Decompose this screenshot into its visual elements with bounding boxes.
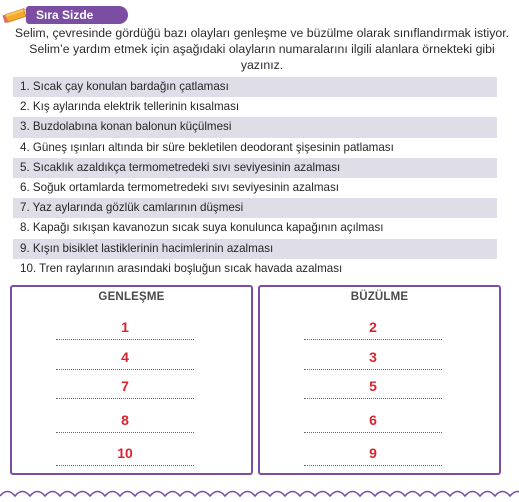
answer-number: 5 [369, 378, 377, 394]
answer-slot[interactable] [56, 445, 194, 473]
expansion-title: GENLEŞME [98, 291, 165, 303]
event-item: 4. Güneş ışınları altında bir süre bekletilen deodorant şişesinin patlaması [13, 138, 497, 158]
answer-number: 4 [121, 349, 129, 365]
answer-slot[interactable] [56, 412, 194, 440]
events-list [13, 77, 497, 279]
answer-slot[interactable] [304, 412, 442, 440]
dotted-line [304, 398, 442, 399]
answer-slot[interactable] [56, 319, 194, 347]
event-item: 10. Tren raylarının arasındaki boşluğun sıcak havada azalması [13, 259, 497, 279]
dotted-line [56, 339, 194, 340]
answer-slot[interactable] [304, 349, 442, 377]
dotted-line [304, 465, 442, 466]
scalloped-border [0, 488, 519, 502]
dotted-line [56, 369, 194, 370]
answer-number: 1 [121, 319, 129, 335]
answer-number: 8 [121, 412, 129, 428]
event-item: 8. Kapağı sıkışan kavanozun sıcak suya konulunca kapağının açılması [13, 218, 497, 238]
event-item: 7. Yaz aylarında gözlük camlarının düşmesi [13, 198, 497, 218]
answer-slot[interactable] [304, 445, 442, 473]
dotted-line [56, 398, 194, 399]
scallop-line [0, 492, 519, 497]
dotted-line [56, 432, 194, 433]
contraction-title: BÜZÜLME [350, 291, 409, 303]
answer-slot[interactable] [304, 319, 442, 347]
answer-number: 3 [369, 349, 377, 365]
answer-number: 9 [369, 445, 377, 461]
contraction-box [258, 285, 501, 475]
event-item: 5. Sıcaklık azaldıkça termometredeki sıvı seviyesinin azalması [13, 158, 497, 178]
answer-number: 6 [369, 412, 377, 428]
event-item: 2. Kış aylarında elektrik tellerinin kısalması [13, 97, 497, 117]
event-item: 3. Buzdolabına konan balonun küçülmesi [13, 117, 497, 137]
event-item: 6. Soğuk ortamlarda termometredeki sıvı seviyesinin azalması [13, 178, 497, 198]
event-item: 1. Sıcak çay konulan bardağın çatlaması [13, 77, 497, 97]
dotted-line [304, 339, 442, 340]
answer-slot[interactable] [56, 378, 194, 406]
expansion-box [10, 285, 253, 475]
intro-line-2: Selim’e yardım etmek için aşağıdaki olayların numaralarını ilgili alanlara örnekteki gibi yazınız. [29, 42, 495, 72]
answer-number: 7 [121, 378, 129, 394]
answer-number: 10 [117, 445, 133, 461]
section-badge: Sıra Sizde [26, 6, 128, 24]
answer-slot[interactable] [304, 378, 442, 406]
intro-text [12, 25, 512, 73]
dotted-line [304, 369, 442, 370]
answer-slot[interactable] [56, 349, 194, 377]
answer-number: 2 [369, 319, 377, 335]
intro-line-1: Selim, çevresinde gördüğü bazı olayları genleşme ve büzülme olarak sınıflandırmak istiyor. [14, 26, 510, 40]
dotted-line [304, 432, 442, 433]
dotted-line [56, 465, 194, 466]
event-item: 9. Kışın bisiklet lastiklerinin hacimlerinin azalması [13, 239, 497, 259]
